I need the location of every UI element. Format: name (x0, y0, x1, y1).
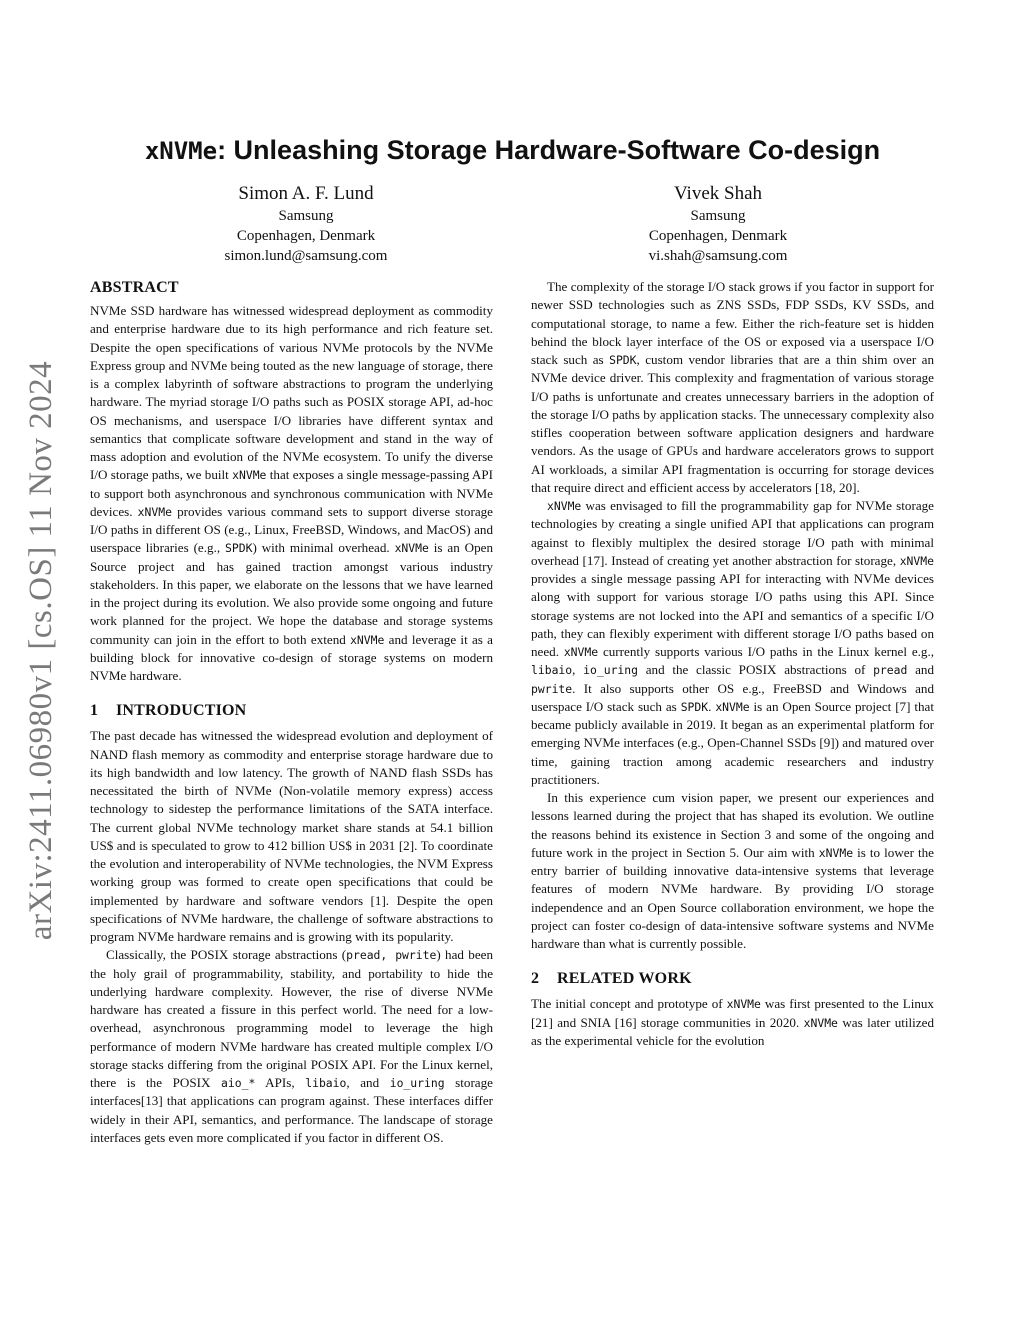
author-block-1 (146, 182, 466, 266)
author-name: Simon A. F. Lund (238, 183, 374, 204)
section-title: RELATED WORK (557, 970, 692, 988)
paper-title (90, 135, 935, 166)
arxiv-identifier-stamp (16, 350, 68, 950)
title-prefix: xNVMe (144, 137, 218, 165)
section-title: INTRODUCTION (116, 702, 247, 720)
related-work-heading (531, 969, 934, 989)
author-location: Copenhagen, Denmark (236, 228, 376, 244)
related-work-paragraph-1: The initial concept and prototype of xNVMe was first presented to the Linux [21] and SNIA [16] storage communities in 2020. xNVMe was later utilized as the experimental vehicle for the evolution (531, 996, 934, 1048)
intro-paragraph-1: The past decade has witnessed the widespread evolution and deployment of NAND flash memory as commodity and enterprise storage hardware due to its high bandwidth and low latency. The growth of NAND flash SSDs has necessitated the birth of NVMe (Non-volatile memory express) access technology to sidestep the performance limitations of the SATA interface. The current global NVMe technology market share stands at 54.1 billion US$ and is speculated to grow to 412 billion US$ in 2031 [2]. To coordinate the evolution and interoperability of NVMe technologies, the NVM Express working group was formed to create open specifications that could be implemented by hardware and software vendors [1]. Despite the open specifications of NVMe hardware, the challenge of software abstractions to program NVMe hardware remains and is growing with its popularity. (90, 728, 493, 944)
author-block-2 (558, 182, 878, 266)
author-name: Vivek Shah (673, 183, 763, 204)
author-affiliation: Samsung (690, 208, 746, 224)
section-number: 1 (90, 702, 99, 720)
left-column (90, 278, 493, 1147)
section-number: 2 (531, 970, 540, 988)
abstract-paragraph: NVMe SSD hardware has witnessed widespread deployment as commodity and enterprise hardware due to its high performance and rich feature set. Despite the open specifications of various NVMe protocols by the NVMe Express group and NVMe being touted as the new language of storage, there is a complex labyrinth of software abstractions to program the underlying hardware. The myriad storage I/O paths such as POSIX storage API, ad-hoc OS mechanisms, and userspace I/O libraries have different syntax and semantics that complicate software development and stand in the way of mass adoption and evolution of the NVMe ecosystem. To unify the diverse I/O storage paths, we built xNVMe that exposes a single message-passing API to support both asynchronous and synchronous communication with NVMe devices. xNVMe provides various command sets to support diverse storage I/O paths in different OS (e.g., Linux, FreeBSD, Windows, and MacOS) and userspace libraries (e.g., SPDK) with minimal overhead. xNVMe is an Open Source project and has gained traction amongst various industry stakeholders. In this paper, we elaborate on the lessons that we have learned in the project during its evolution. We also provide some ongoing and future work planned for the project. We hope the database and storage systems community can join in the effort to both extend xNVMe and leverage it as a building block for innovative co-design of storage systems on modern NVMe hardware. (90, 303, 493, 683)
author-affiliation: Samsung (278, 208, 334, 224)
author-location: Copenhagen, Denmark (648, 228, 788, 244)
intro-paragraph-2: Classically, the POSIX storage abstractions (pread, pwrite) had been the holy grail of programmability, stability, and portability to hide the underlying hardware complexity. However, the rise of diverse NVMe hardware has created a fissure in this perfect world. The need for a low-overhead, asynchronous programming model to leverage the high performance of modern NVMe hardware has created multiple complex I/O storage stacks differing from the original POSIX API. For the Linux kernel, there is the POSIX aio_* APIs, libaio, and io_uring storage interfaces[13] that applications can program against. These interfaces differ widely in their API, semantics, and performance. The landscape of storage interfaces gets even more complicated if you factor in different OS. (90, 947, 494, 1145)
abstract-heading: ABSTRACT (90, 279, 179, 296)
intro-paragraph-4: xNVMe was envisaged to fill the programmability gap for NVMe storage technologies by creating a single unified API that applications can program against to flexibly multiplex the desired storage I/O path with minimal overhead [17]. Instead of creating yet another abstraction for storage, xNVMe provides a single message passing API for interacting with NVMe devices along with support for various storage I/O paths using this API. Since storage systems are not locked into the API and semantics of a specific I/O path, they can flexibly experiment with different storage I/O paths based on need. xNVMe currently supports various I/O paths in the Linux kernel e.g., libaio, io_uring and the classic POSIX abstractions of pread and pwrite. It also supports other OS e.g., FreeBSD and Windows and userspace I/O stack such as SPDK. xNVMe is an Open Source project [7] that became publicly available in 2019. It began as an experimental platform for emerging NVMe interfaces (e.g., Open-Channel SSDs [9]) and matured over time, gaining traction among academic researchers and industry practitioners. (531, 498, 935, 787)
right-column (531, 278, 934, 1050)
intro-paragraph-3: The complexity of the storage I/O stack grows if you factor in support for newer SSD technologies such as ZNS SSDs, FDP SSDs, KV SSDs, and computational storage, to name a few. Either the rich-feature set is hidden behind the block layer interface of the OS or exposed via a userspace I/O stack such as SPDK, custom vendor libraries that are a thin shim over an NVMe device driver. This complexity and fragmentation of various storage I/O paths is unfortunate and creates unnecessary barriers in the adoption of the storage I/O paths by application stacks. The unnecessary complexity also stifles cooperation between software application designers and hardware vendors. As the usage of GPUs and hardware accelerators grows to support AI workloads, a similar API fragmentation is occurring for storage devices that require direct and efficient access by accelerators [18, 20]. (531, 279, 935, 495)
author-email: simon.lund@samsung.com (224, 248, 388, 264)
intro-paragraph-5: In this experience cum vision paper, we present our experiences and lessons learned during the project that has shaped its evolution. We outline the reasons behind its existence in Section 3 and some of the ongoing and future work in the project in Section 5. Our aim with xNVMe is to lower the entry barrier of building innovative data-intensive systems that leverage features of modern NVMe hardware. By providing I/O storage independence and an Open Source collaboration environment, we hope the project can foster co-design of data-intensive software systems and NVMe hardware than what is currently possible. (531, 790, 934, 951)
introduction-heading (90, 701, 493, 721)
author-email: vi.shah@samsung.com (648, 248, 788, 264)
title-rest: : Unleashing Storage Hardware-Software Co-design (217, 135, 881, 165)
arxiv-id: arXiv:2411.06980v1 [cs.OS] 11 Nov 2024 (23, 360, 60, 940)
